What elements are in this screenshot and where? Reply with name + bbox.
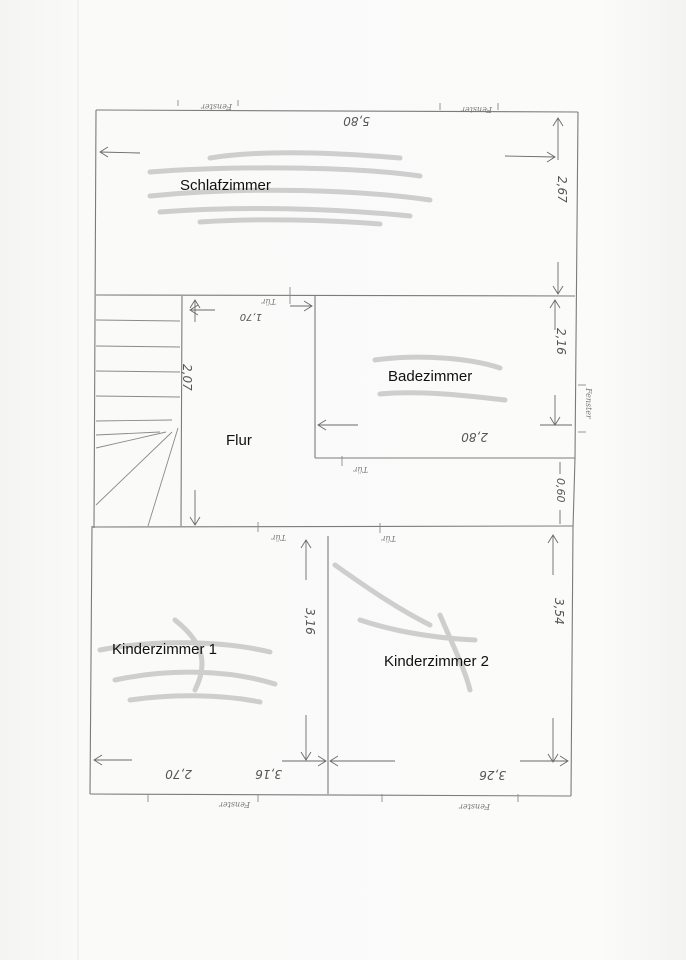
- room-label-badezimmer: Badezimmer: [388, 368, 473, 385]
- room-label-kinderzimmer-1: Kinderzimmer 1: [112, 641, 218, 658]
- dimension-badezimmer-height: 2,16: [554, 328, 568, 355]
- dimension-flur-height: 2,07: [180, 364, 194, 391]
- note-fenster-right: Fenster: [584, 388, 593, 419]
- room-label-kinderzimmer-2: Kinderzimmer 2: [384, 653, 490, 670]
- note-tuer-badezimmer: Tür: [353, 465, 368, 474]
- staircase: [96, 320, 180, 526]
- dimension-badezimmer-width: 2,80: [461, 430, 488, 444]
- note-fenster-top-left: Fenster: [201, 102, 232, 111]
- room-label-schlafzimmer: Schlafzimmer: [180, 177, 271, 194]
- note-fenster-bottom-left: Fenster: [219, 800, 250, 809]
- dimension-kinderzimmer-1-width: 2,70: [165, 767, 192, 781]
- room-label-flur: Flur: [226, 432, 252, 449]
- dimension-kinderzimmer-2-width: 3,26: [479, 768, 506, 782]
- inner-walls: [92, 295, 575, 794]
- dimension-top-width: 5,80: [343, 114, 370, 128]
- dimension-flur-door-width: 1,70: [239, 311, 262, 322]
- dimension-bottom-mid: 3,16: [255, 767, 282, 781]
- dimension-kinderzimmer-1-height: 3,16: [303, 608, 317, 635]
- crossed-out-scribbles: [100, 153, 505, 702]
- note-fenster-top-right: Fenster: [461, 105, 492, 114]
- note-tuer-kinderzimmer-2: Tür: [381, 534, 396, 543]
- note-tuer-flur-top: Tür: [261, 297, 276, 306]
- dimension-corridor-height: 0,60: [554, 478, 567, 503]
- note-fenster-bottom-right: Fenster: [459, 802, 490, 811]
- dimension-kinderzimmer-2-height: 3,54: [552, 598, 566, 625]
- note-tuer-kinderzimmer-1: Tür: [271, 533, 286, 542]
- dimension-schlafzimmer-height: 2,67: [555, 176, 569, 203]
